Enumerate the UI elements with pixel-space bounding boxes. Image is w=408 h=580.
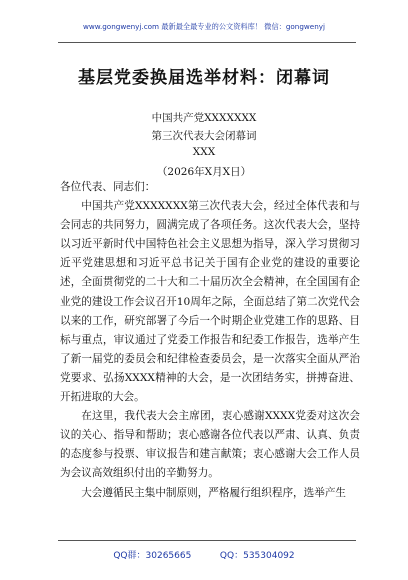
salutation: 各位代表、同志们： (60, 181, 156, 193)
site-banner: www.gongwenyj.com 最新最全最专业的公文资料库！ 微信：gongwenyj (82, 22, 326, 31)
speaker-name: XXX (192, 146, 216, 158)
speech-body (60, 178, 360, 503)
contact-footer: QQ群：30265665 QQ：535304092 (113, 551, 295, 561)
paragraph-3: 大会遵循民主集中制原则，严格履行组织程序，选举产生 (81, 486, 347, 499)
footer-divider (58, 540, 356, 541)
paragraph-1: 中国共产党XXXXXXX第三次代表大会，经过全体代表和与会同志的共同努力，圆满完成了各项任务。这次代表大会，坚持以习近平新时代中国特色社会主义思想为指导，深入学习贯彻习近平党建思想和习近平总书记关于国有企业党的建设的重要论述，全面贯彻党的二十大和二十届历次全会精神，在全国国有企业党的建设工作会议召开10周年之际，全面总结了第二次党代会以来的工作，研究部署了今后一个时期企业党建工作的思路、目标与重点，审议通过了党委工作报告和纪委工作报告，选举产生了新一届党的委员会和纪律检查委员会，是一次落实全面从严治党要求、弘扬XXXX精神的大会，是一次团结务实，拼搏奋进、开拓进取的大会。 (60, 200, 360, 404)
meeting-name: 第三次代表大会闭幕词 (151, 130, 257, 142)
organization-name: 中国共产党XXXXXXX (151, 112, 257, 124)
document-title: 基层党委换届选举材料：闭幕词 (78, 68, 330, 88)
paragraph-2: 在这里，我代表大会主席团，衷心感谢XXXX党委对这次会议的关心、指导和帮助；衷心感谢各位代表以严肃、认真、负责的态度参与投票、审议报告和建言献策；衷心感谢大会工作人员为会议高效组织付出的辛勤努力。 (60, 410, 360, 480)
header-divider (58, 42, 356, 43)
speech-date: （2026年X月X日） (156, 166, 252, 178)
